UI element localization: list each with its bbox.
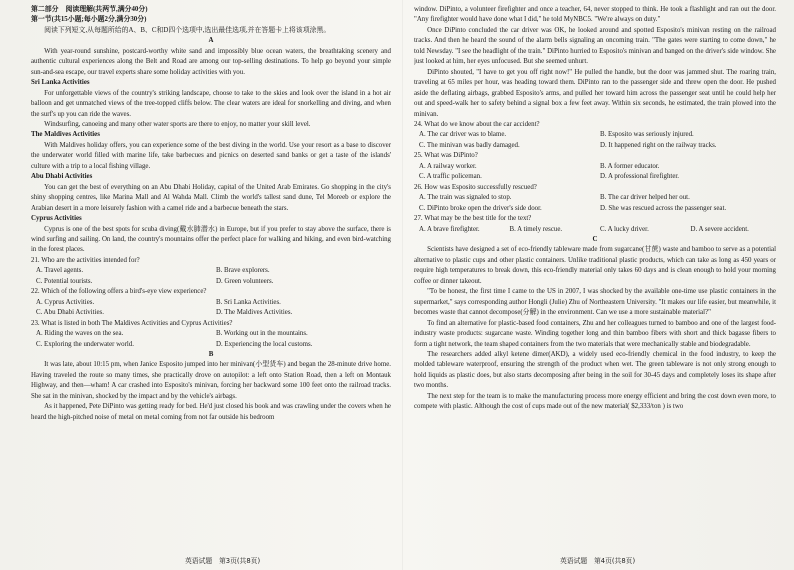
option: B. Working out in the mountains.	[216, 330, 308, 338]
option: C. A lucky driver.	[600, 225, 649, 233]
page-divider	[402, 0, 403, 570]
question-24-options	[414, 130, 776, 151]
question-25-options	[414, 162, 776, 183]
option: D. The Maldives Activities.	[216, 309, 293, 317]
passage-b-paragraph-2: As it happened, Pete DiPinto was getting ready for bed. He'd just closed his book and was crawling under the covers when he heard the high-pitched noise of metal on metal coming from not far outside his bedroom	[31, 403, 391, 421]
passage-c-label: C	[592, 235, 598, 243]
abu-dhabi-heading: Abu Dhabi Activities	[31, 173, 93, 181]
sri-lanka-heading: Sri Lanka Activities	[31, 79, 90, 87]
maldives-heading: The Maldives Activities	[31, 131, 100, 139]
option: B. Sri Lanka Activities.	[216, 298, 281, 306]
question-23: 23. What is listed in both The Maldives Activities and Cyprus Activities?	[31, 319, 233, 327]
option: D. A professional firefighter.	[600, 173, 680, 181]
passage-c-paragraph-3: To find an alternative for plastic-based food containers, Zhu and her colleagues turned to bamboo and one of the largest food-industry waste products: sugarcane waste. Winding together long and thin bamboo fibers with short and thick bagasse fibers to form a tight network, the team shaped containers from the two materials that were mechanically stable and biodegradable.	[414, 319, 776, 348]
option: C. Abu Dhabi Activities.	[36, 309, 104, 317]
option: C. Potential tourists.	[36, 277, 93, 285]
option: A. Riding the waves on the sea.	[36, 330, 124, 338]
page-footer-right: 英语试题 第4页(共8页)	[560, 557, 636, 565]
left-page	[31, 5, 391, 548]
question-26: 26. How was Esposito successfully rescued?	[414, 183, 537, 191]
option: A. The train was signaled to stop.	[419, 194, 512, 202]
option: A. Travel agents.	[36, 267, 84, 275]
question-22-options	[31, 298, 391, 319]
option: C. Exploring the underwater world.	[36, 340, 134, 348]
question-25: 25. What was DiPinto?	[414, 152, 478, 160]
option: C. DiPinto broke open the driver's side door.	[419, 204, 542, 212]
passage-b-label: B	[208, 350, 214, 358]
option: D. Experiencing the local customs.	[216, 340, 313, 348]
maldives-paragraph: With Maldives holiday offers, you can experience some of the best diving in the world. Use your resort as a base to discover the underwater world filled with marine life, take barbecues and picnics on deserted sand banks or get a taste of the islands' culture with a trip to a local fishing village.	[31, 141, 391, 170]
option: B. A timely rescue.	[509, 225, 563, 233]
sri-lanka-paragraph-1: For unforgettable views of the country's striking landscape, choose to take to the skies and look over the island in a hot air balloon and get unmatched views of the tree-topped cliffs below. The clear waters are ideal for snorkelling and diving, and when the surf's up you can ride the waves.	[31, 89, 391, 118]
passage-a-intro: With year-round sunshine, postcard-worthy white sand and impossibly blue ocean waters, the breathtaking scenery and authentic cultural experiences along the Belt and Road are among our top-selling destinations. To help go beyond your simple sun-and-sea escape, our travel experts share some holiday activities with you.	[31, 47, 391, 76]
option: D. She was rescued across the passenger seat.	[600, 204, 727, 212]
option: B. Brave explorers.	[216, 267, 270, 275]
option: A. A brave firefighter.	[419, 225, 480, 233]
question-23-options	[31, 329, 391, 350]
passage-b-paragraph-3: Once DiPinto concluded the car driver was OK, he looked around and spotted Esposito's minivan resting on the railroad tracks. And then he heard the sound of the alarm bells signaling an oncoming train. "The gates were starting to come down," he told Newsday. "I see the headlight of the train." DiPinto hurried to Esposito's minivan and banged on the driver's side window. She just looked at him, her eyes unfocused. But she seemed unhurt.	[414, 26, 776, 66]
right-page	[414, 5, 776, 548]
option: D. Green volunteers.	[216, 277, 274, 285]
instruction: 阅读下列短文,从每题所给的A、B、C和D四个选项中,选出最佳选项,并在答题卡上将该项涂黑。	[44, 26, 331, 34]
passage-b-paragraph-4: DiPinto shouted, "I have to get you off right now!" He pulled the handle, but the door was jammed shut. The roaring train, traveling at 65 miles per hour, was heading toward them. DiPinto ran to the passenger side and threw open the door. He pushed aside the deflating airbags, grabbed Esposito's arms, and pulled her toward him across the passenger seat until he could help her out and speed-walk her to safety behind a signal box a few feet away. Within six seconds, he estimated, the train plowed into the minivan.	[414, 68, 776, 118]
option: B. The car driver helped her out.	[600, 194, 690, 202]
option: B. A former educator.	[600, 162, 660, 170]
question-24: 24. What do we know about the car accident?	[414, 120, 540, 128]
option: D. It happened right on the railway tracks.	[600, 141, 717, 149]
question-22: 22. Which of the following offers a bird's-eye view experience?	[31, 288, 207, 296]
option: C. A traffic policeman.	[419, 173, 482, 181]
sri-lanka-paragraph-2: Windsurfing, canoeing and many other water sports are there to enjoy, no matter your skill level.	[44, 120, 311, 128]
cyprus-heading: Cyprus Activities	[31, 215, 82, 223]
passage-b-paragraph-1: It was late, about 10:15 pm, when Janice Esposito jumped into her minivan(小型货车) and began the 28-minute drive home. Having traveled the route so many times, she practically drove on autopilot: a left onto Station Road, then a left on Montauk Highway, and then—wham! A car crashed into Esposito's minivan, forcing her backward some 100 feet onto the railroad tracks. She sat in the minivan, shocked by the impact and by the vehicle's airbags.	[31, 361, 391, 400]
question-21: 21. Who are the activities intended for?	[31, 256, 140, 264]
question-21-options	[31, 266, 391, 287]
option: A. A railway worker.	[419, 162, 477, 170]
option: A. The car driver was to blame.	[419, 131, 507, 139]
passage-b-continuation: window. DiPinto, a volunteer firefighter and once a teacher, 64, never stopped to think. He took a flashlight and ran out the door. "Any firefighter would have done what I did," he told MyNBC5. "We're always on duty."	[414, 6, 776, 24]
page-footer-left: 英语试题 第3页(共8页)	[185, 557, 261, 565]
option: A. Cyprus Activities.	[36, 298, 95, 306]
passage-c-paragraph-1: Scientists have designed a set of eco-friendly tableware made from sugarcane(甘蔗) waste and bamboo to serve as a potential alternative to plastic cups and other plastic containers. Unlike traditional plastic products, which can take as long as 450 years or require high temperatures to break down, this eco-friendly material only takes 60 days and is clean enough to hold your morning coffee or dinner takeout.	[414, 246, 776, 285]
passage-c-paragraph-4: The researchers added alkyl ketene dimer(AKD), a widely used eco-friendly chemical in the food industry, to keep the molded tableware waterproof, ensuring the strength of the product when wet. The green tableware is not only strong enough to hold liquids as plastic does, but also starts decomposing after being in the soil for 30-45 days and completely loses its shape after two months.	[414, 350, 776, 390]
section-title: 第二部分 阅读理解(共两节,满分40分)	[31, 6, 148, 13]
passage-a-label: A	[208, 37, 214, 45]
question-27: 27. What may be the best title for the text?	[414, 215, 532, 223]
passage-c-paragraph-2: "To be honest, the first time I came to the US in 2007, I was shocked by the available one-time use plastic containers in the supermarket," says corresponding author Hongli (Julie) Zhu of Northeastern University. "It makes our life easier, but meanwhile, it becomes waste that cannot decompose(分解) in the environment. Can we use a more sustainable material?"	[414, 288, 776, 317]
question-26-options	[414, 193, 776, 214]
subsection-title: 第一节(共15小题;每小题2分,满分30分)	[31, 16, 147, 24]
option: D. A severe accident.	[690, 225, 749, 233]
passage-c-paragraph-5: The next step for the team is to make the manufacturing process more energy efficient and bring the cost down even more, to compete with plastic. Although the cost of cups made out of the new material( $2,333/ton ) is two	[414, 392, 776, 411]
option: B. Esposito was seriously injured.	[600, 131, 694, 139]
question-27-options	[414, 225, 776, 235]
abu-dhabi-paragraph: You can get the best of everything on an Abu Dhabi Holiday, capital of the United Arab Emirates. Go shopping in the city's shiny shopping centres, like Marina Mall and Al Wahda Mall. Climb the world's tallest sand dune, Tel Moreeb or explore the Arabian desert in a more leisurely fashion with a camel ride and a barbecue beneath the stars.	[31, 183, 391, 212]
cyprus-paragraph: Cyprus is one of the best spots for scuba diving(戴水肺潜水) in Europe, but if you prefer to stay above the surface, there is wind surfing and sailing. On land, the country's mountains offer the perfect place for walking and hiking, and even bird-watching in the forest places.	[31, 225, 391, 254]
option: C. The minivan was badly damaged.	[419, 141, 520, 149]
